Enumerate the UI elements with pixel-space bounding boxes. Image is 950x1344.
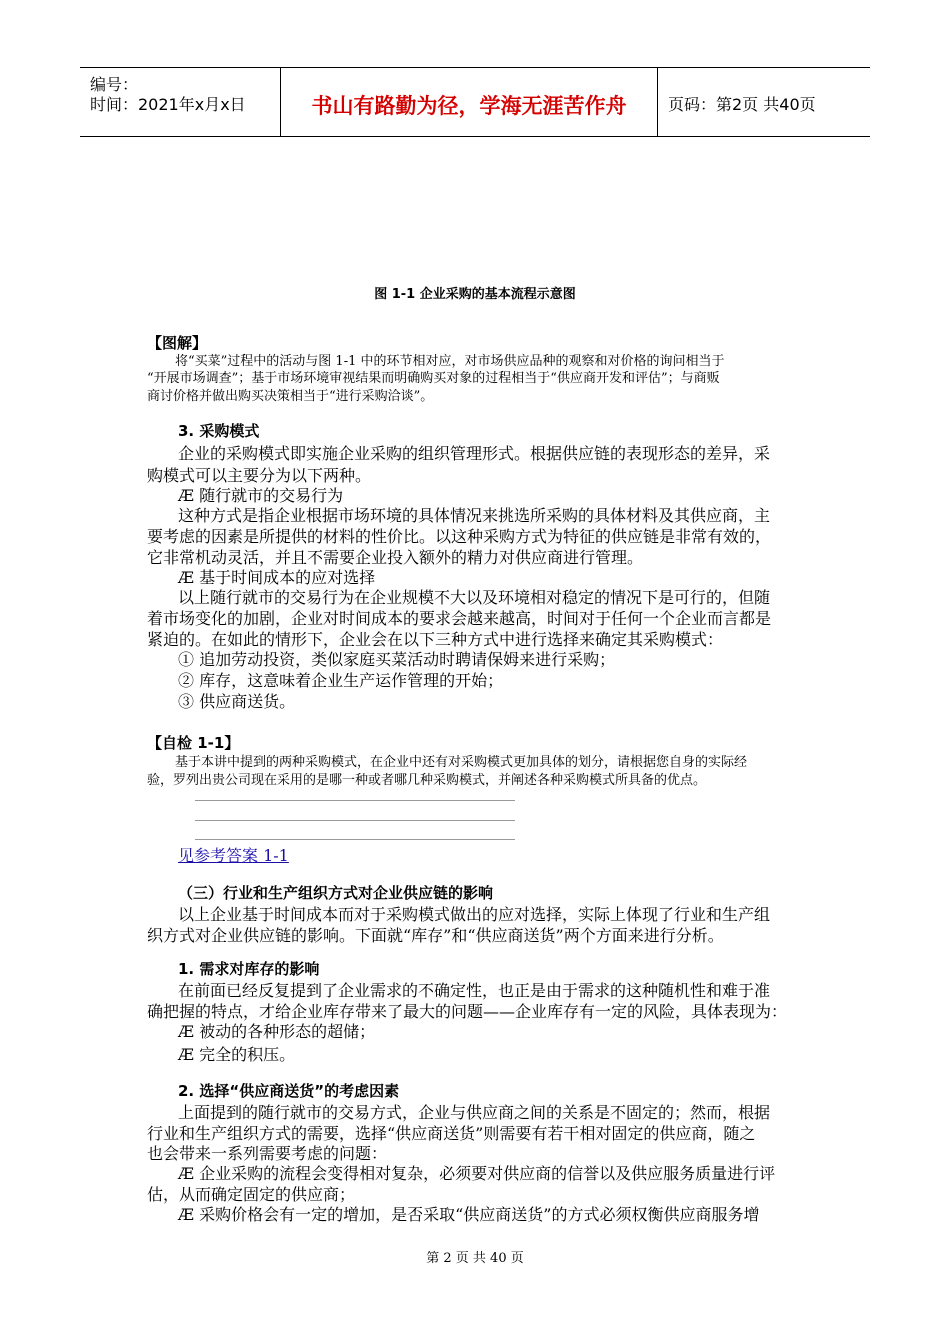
- tujie-line: “开展市场调查”；基于市场环境审视结果而明确购买对象的过程相当于“供应商开发和评估”；与商贩: [147, 371, 720, 386]
- tujie-line: 将“买菜”过程中的活动与图 1-1 中的环节相对应，对市场供应品种的观察和对价格的询问相当于: [175, 354, 725, 369]
- header-motto-cell: [281, 68, 658, 136]
- paragraph-line: 着市场变化的加剧，企业对时间成本的要求会越来越高，时间对于任何一个企业而言都是: [147, 609, 772, 628]
- motto-text: 书山有路勤为径，学海无涯苦作舟: [311, 94, 627, 118]
- section3-heading: 3. 采购模式: [178, 422, 260, 440]
- figure-caption: 图 1-1 企业采购的基本流程示意图: [374, 287, 576, 302]
- answer-blank-line: [195, 800, 515, 801]
- paragraph-line: 确把握的特点，才给企业库存带来了最大的问题——企业库存有一定的风险，具体表现为：: [147, 1002, 788, 1021]
- answer-blank-line: [195, 820, 515, 821]
- header-meta-cell: [80, 68, 281, 136]
- date-label: 时间：2021年x月x日: [90, 95, 246, 114]
- bullet-item: Æ 随行就市的交易行为: [178, 486, 344, 505]
- paragraph-line: 估，从而确定固定的供应商；: [147, 1185, 356, 1204]
- paragraph-line: 要考虑的因素是所提供的材料的性价比。以这种采购方式为特征的供应链是非常有效的，: [147, 527, 772, 546]
- paragraph-line: 织方式对企业供应链的影响。下面就“库存”和“供应商送货”两个方面来进行分析。: [147, 926, 724, 945]
- selfcheck-line: 验，罗列出贵公司现在采用的是哪一种或者哪几种采购模式，并阐述各种采购模式所具备的优点。: [147, 773, 707, 788]
- paragraph-line: 它非常机动灵活，并且不需要企业投入额外的精力对供应商进行管理。: [147, 548, 644, 567]
- paragraph-line: 企业的采购模式即实施企业采购的组织管理形式。根据供应链的表现形态的差异，采: [178, 444, 771, 463]
- paragraph-line: 上面提到的随行就市的交易方式，企业与供应商之间的关系是不固定的；然而，根据: [178, 1103, 771, 1122]
- part3-heading: （三）行业和生产组织方式对企业供应链的影响: [178, 884, 494, 902]
- paragraph-line: 购模式可以主要分为以下两种。: [147, 466, 372, 485]
- page-header: [80, 67, 870, 137]
- page-footer: 第 2 页 共 40 页: [426, 1251, 524, 1266]
- option-item: ② 库存，这意味着企业生产运作管理的开始；: [178, 671, 504, 690]
- tujie-line: 商讨价格并做出购买决策相当于“进行采购洽谈”。: [147, 389, 434, 404]
- paragraph-line: 以上随行就市的交易行为在企业规模不大以及环境相对稳定的情况下是可行的，但随: [178, 588, 771, 607]
- sub1-heading: 1. 需求对库存的影响: [178, 960, 320, 978]
- answer-link[interactable]: 见参考答案 1-1: [178, 846, 289, 865]
- bullet-item: Æ 采购价格会有一定的增加，是否采取“供应商送货”的方式必须权衡供应商服务增: [178, 1205, 760, 1224]
- bullet-item: Æ 完全的积压。: [178, 1045, 296, 1064]
- selfcheck-line: 基于本讲中提到的两种采购模式，在企业中还有对采购模式更加具体的划分，请根据您自身的实际经: [175, 755, 748, 770]
- bullet-item: Æ 基于时间成本的应对选择: [178, 568, 376, 587]
- paragraph-line: 以上企业基于时间成本而对于采购模式做出的应对选择，实际上体现了行业和生产组: [178, 905, 771, 924]
- paragraph-line: 也会带来一系列需要考虑的问题：: [147, 1144, 388, 1163]
- number-label: 编号：: [90, 75, 139, 94]
- option-item: ① 追加劳动投资，类似家庭买菜活动时聘请保姆来进行采购；: [178, 650, 616, 669]
- paragraph-line: 紧迫的。在如此的情形下，企业会在以下三种方式中进行选择来确定其采购模式：: [147, 630, 724, 649]
- answer-blank-line: [195, 839, 515, 840]
- bullet-item: Æ 被动的各种形态的超储；: [178, 1022, 376, 1041]
- header-page-cell: [658, 68, 870, 136]
- page-label: 页码：第2页 共40页: [668, 95, 816, 114]
- selfcheck-heading: 【自检 1-1】: [147, 734, 240, 752]
- paragraph-line: 在前面已经反复提到了企业需求的不确定性，也正是由于需求的这种随机性和难于准: [178, 981, 771, 1000]
- sub2-heading: 2. 选择“供应商送货”的考虑因素: [178, 1082, 400, 1100]
- bullet-item: Æ 企业采购的流程会变得相对复杂，必须要对供应商的信誉以及供应服务质量进行评: [178, 1164, 776, 1183]
- option-item: ③ 供应商送货。: [178, 692, 296, 711]
- paragraph-line: 这种方式是指企业根据市场环境的具体情况来挑选所采购的具体材料及其供应商，主: [178, 506, 771, 525]
- tujie-heading: 【图解】: [147, 334, 208, 352]
- paragraph-line: 行业和生产组织方式的需要，选择“供应商送货”则需要有若干相对固定的供应商，随之: [147, 1124, 756, 1143]
